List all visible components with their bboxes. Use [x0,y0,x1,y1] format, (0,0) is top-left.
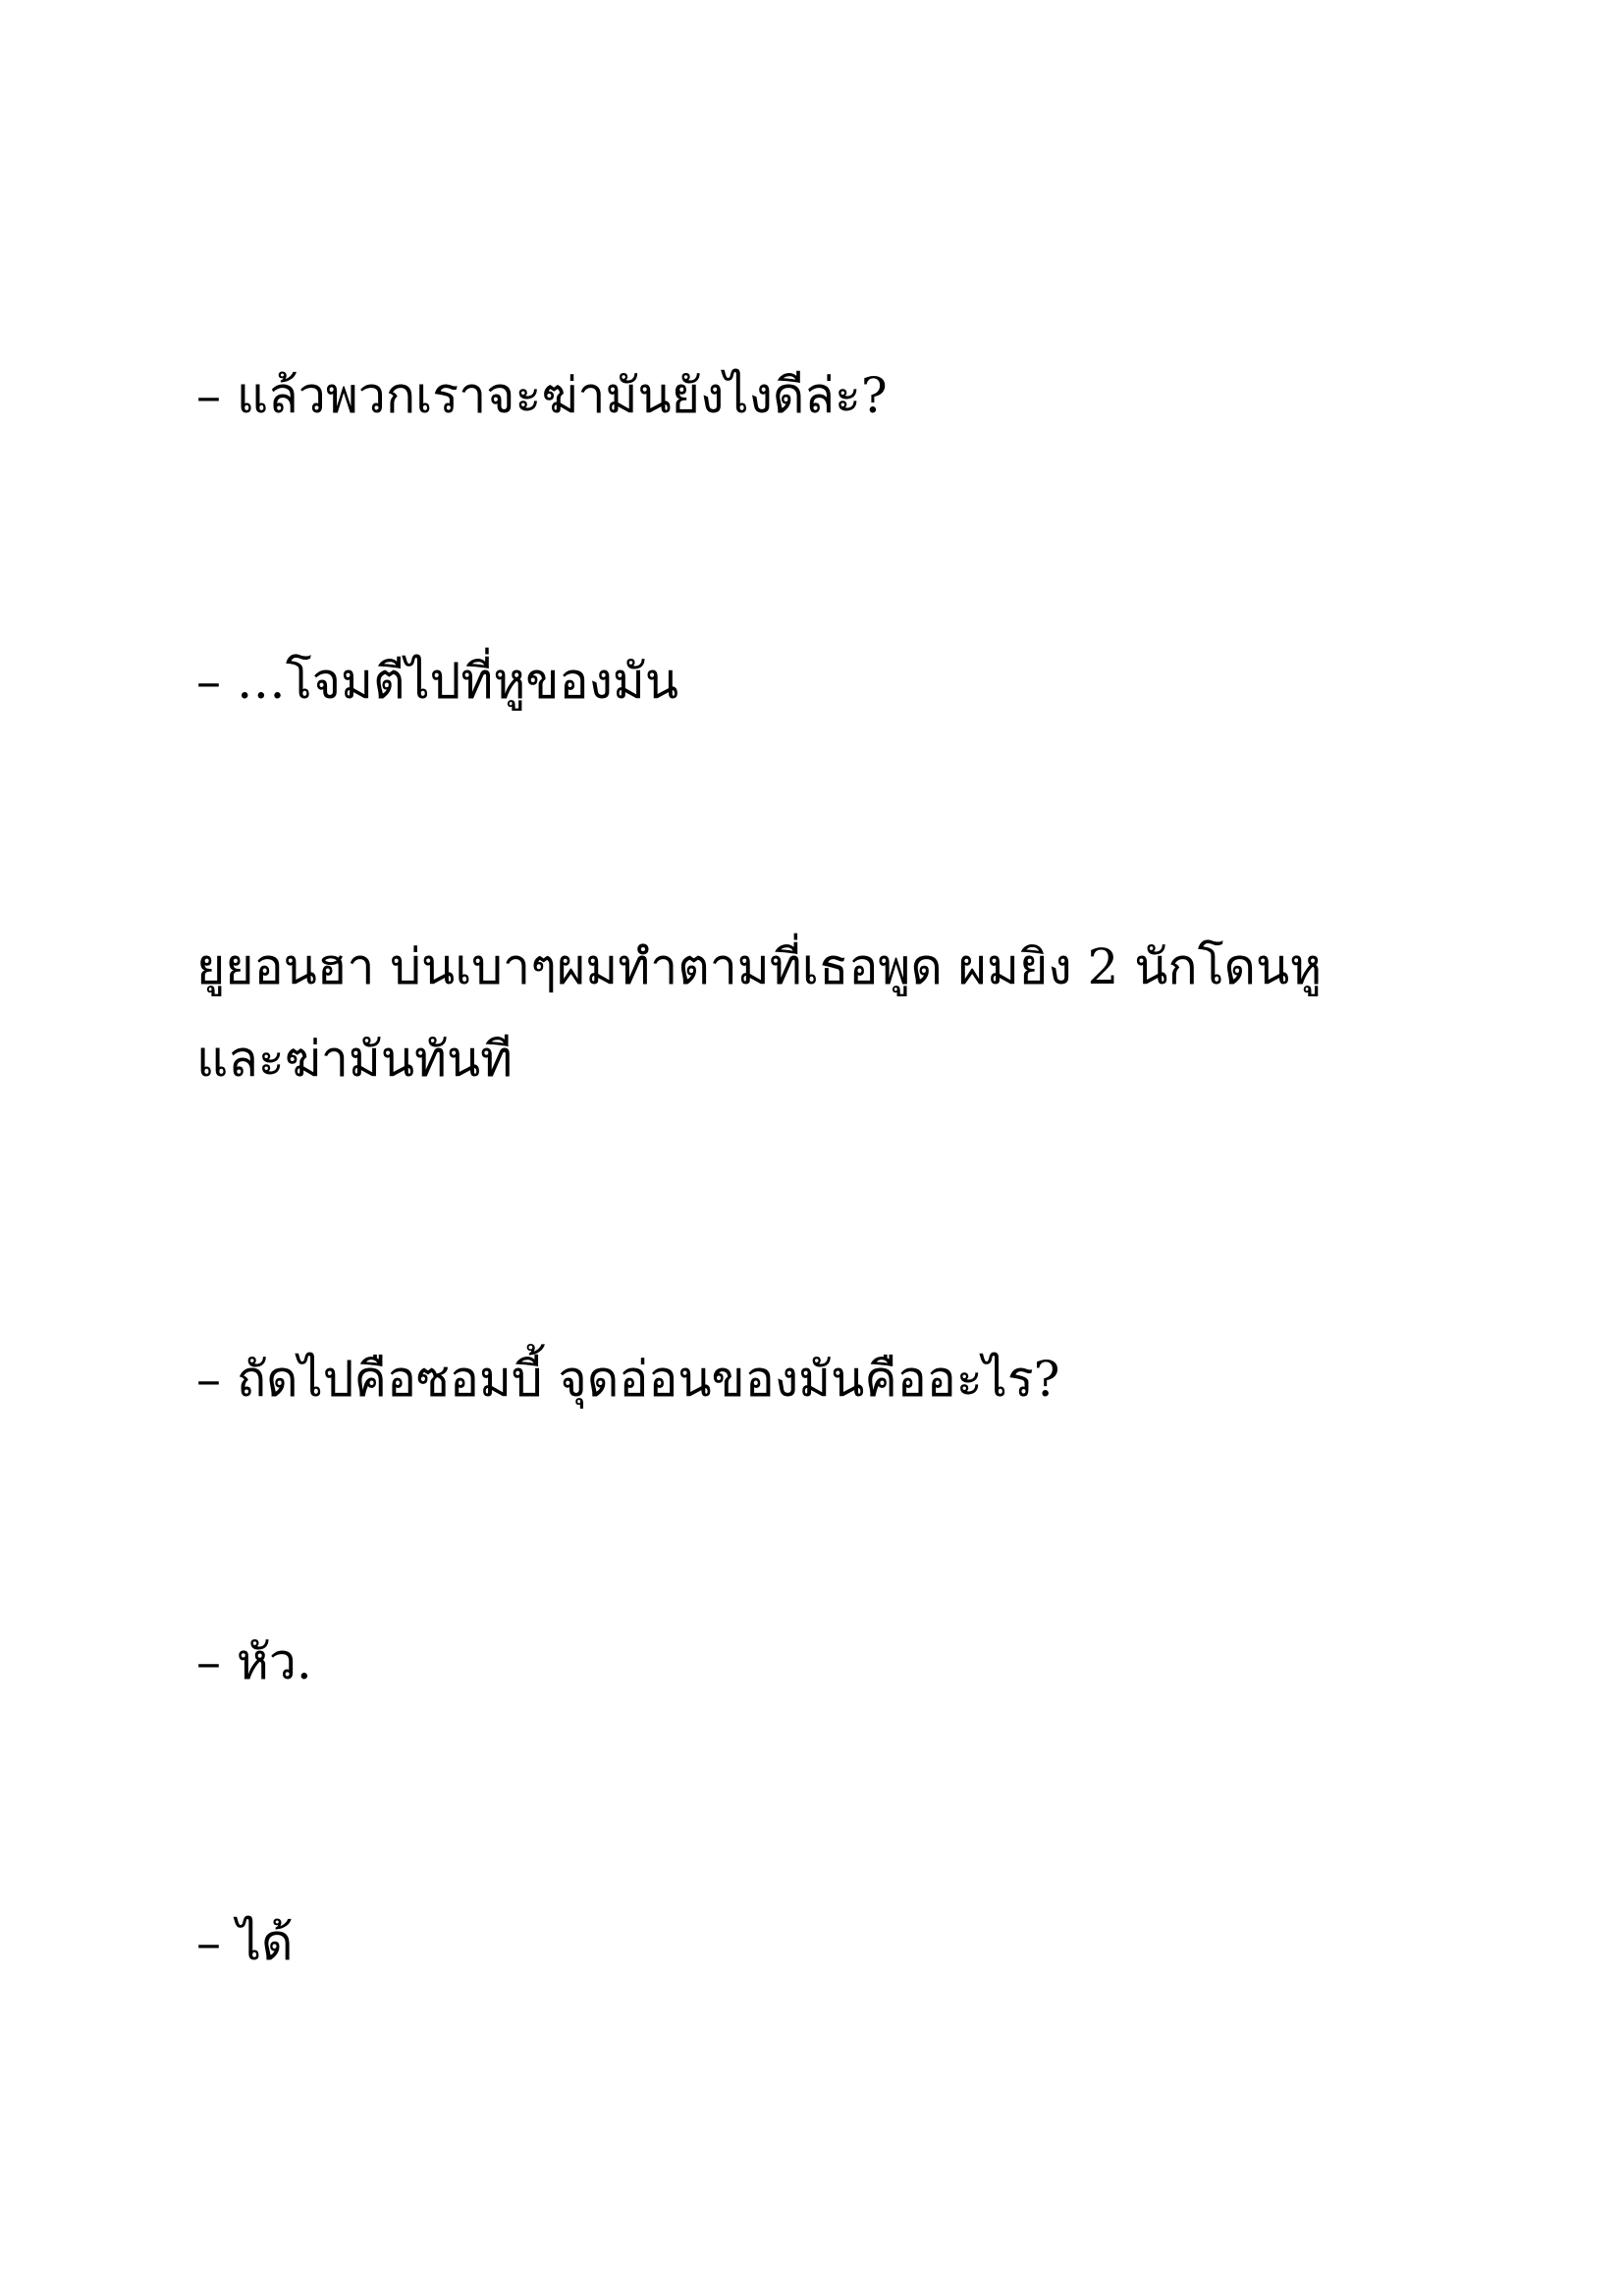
paragraph-1: – แล้วพวกเราจะฆ่ามันยังไงดีล่ะ? [196,367,888,424]
paragraph-3-line-2: และฆ่ามันทันที [196,1031,514,1088]
paragraph-5: – หัว. [196,1633,312,1690]
paragraph-3-line-1: ยูยอนฮา บ่นเบาๆผมทำตามที่เธอพูด ผมยิง 2 นักโดนหู [196,938,1323,995]
paragraph-6: – ได้ [196,1914,294,1971]
paragraph-4: – ถัดไปคือซอมบี้ จุดอ่อนของมันคืออะไร? [196,1351,1060,1408]
paragraph-2: – …โจมตีไปที่หูของมัน [196,653,679,710]
